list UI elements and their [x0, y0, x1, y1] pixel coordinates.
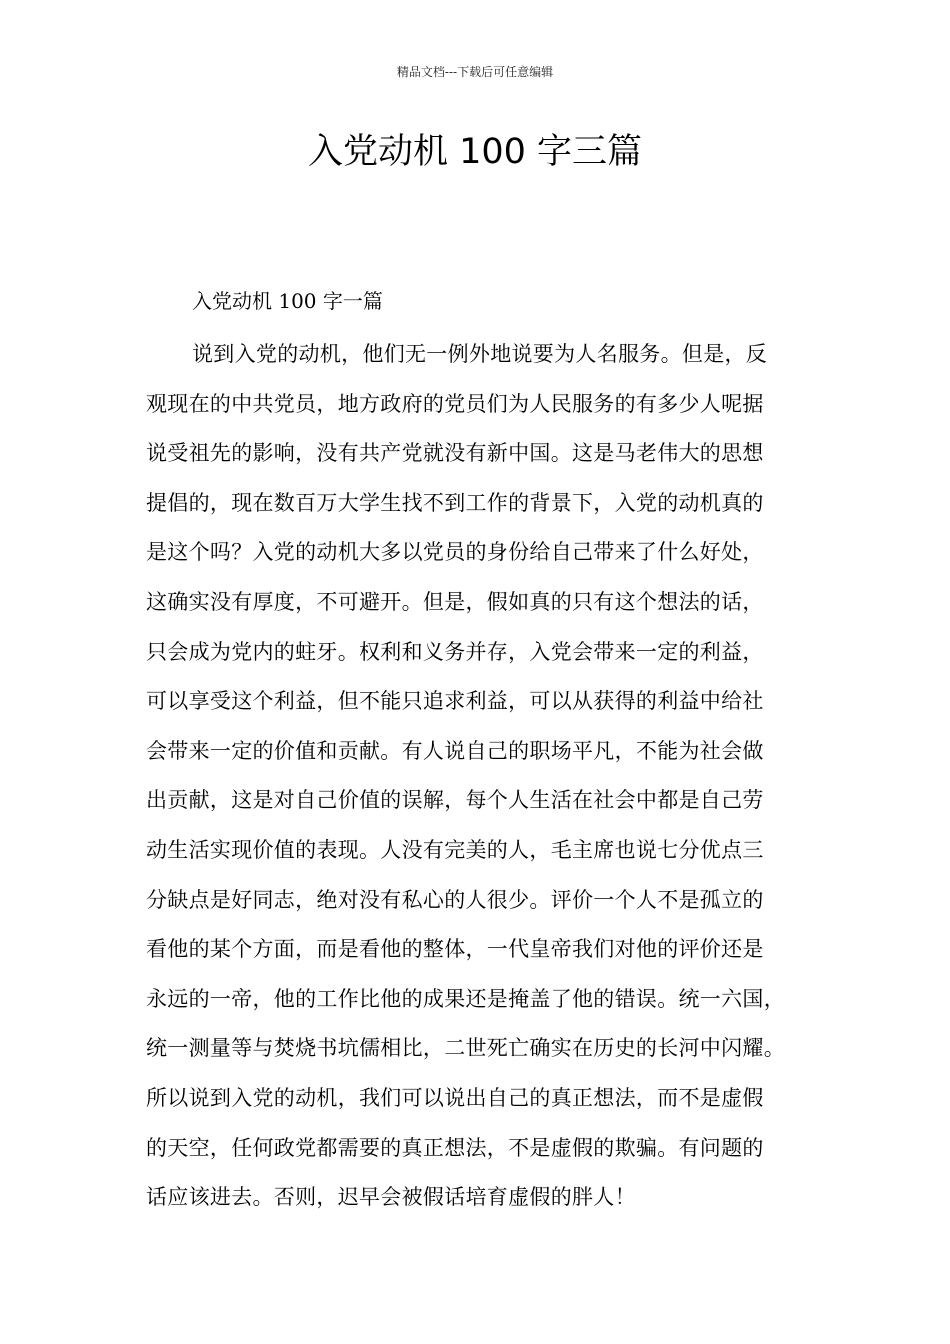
- body-text: [146, 330, 846, 1223]
- header-note: 精品文档---下载后可任意编辑: [396, 65, 554, 79]
- body-line: 出贡献，这是对自己价值的误解，每个人生活在社会中都是自己劳: [146, 788, 764, 813]
- body-line: 动生活实现价值的表现。人没有完美的人，毛主席也说七分优点三: [146, 837, 764, 862]
- body-line: 分缺点是好同志，绝对没有私心的人很少。评价一个人不是孤立的: [146, 887, 764, 912]
- body-line: 会带来一定的价值和贡献。有人说自己的职场平凡，不能为社会做: [146, 738, 764, 763]
- body-line: 看他的某个方面，而是看他的整体，一代皇帝我们对他的评价还是: [146, 937, 764, 962]
- body-line: 话应该进去。否则，迟早会被假话培育虚假的胖人！: [146, 1185, 636, 1210]
- body-line: 统一测量等与焚烧书坑儒相比，二世死亡确实在历史的长河中闪耀。: [146, 1036, 785, 1061]
- body-line: 所以说到入党的动机，我们可以说出自己的真正想法，而不是虚假: [146, 1085, 764, 1110]
- body-line: 可以享受这个利益，但不能只追求利益，可以从获得的利益中给社: [146, 689, 764, 714]
- body-line: 说受祖先的影响，没有共产党就没有新中国。这是马老伟大的思想: [146, 441, 764, 466]
- document-title: 入党动机 100 字三篇: [307, 132, 643, 172]
- body-line: 这确实没有厚度，不可避开。但是，假如真的只有这个想法的话，: [146, 589, 764, 614]
- body-line: 提倡的，现在数百万大学生找不到工作的背景下，入党的动机真的: [146, 490, 764, 515]
- body-line: 永远的一帝，他的工作比他的成果还是掩盖了他的错误。统一六国，: [146, 986, 785, 1011]
- body-line: 说到入党的动机，他们无一例外地说要为人名服务。但是，反: [192, 342, 768, 366]
- body-line: 的天空，任何政党都需要的真正想法，不是虚假的欺骗。有问题的: [146, 1135, 764, 1160]
- body-line: 观现在的中共党员，地方政府的党员们为人民服务的有多少人呢据: [146, 391, 764, 416]
- section-heading: 入党动机 100 字一篇: [192, 289, 383, 313]
- body-line: 只会成为党内的蛀牙。权利和义务并存，入党会带来一定的利益，: [146, 639, 764, 664]
- body-line: 是这个吗？入党的动机大多以党员的身份给自己带来了什么好处，: [146, 540, 764, 565]
